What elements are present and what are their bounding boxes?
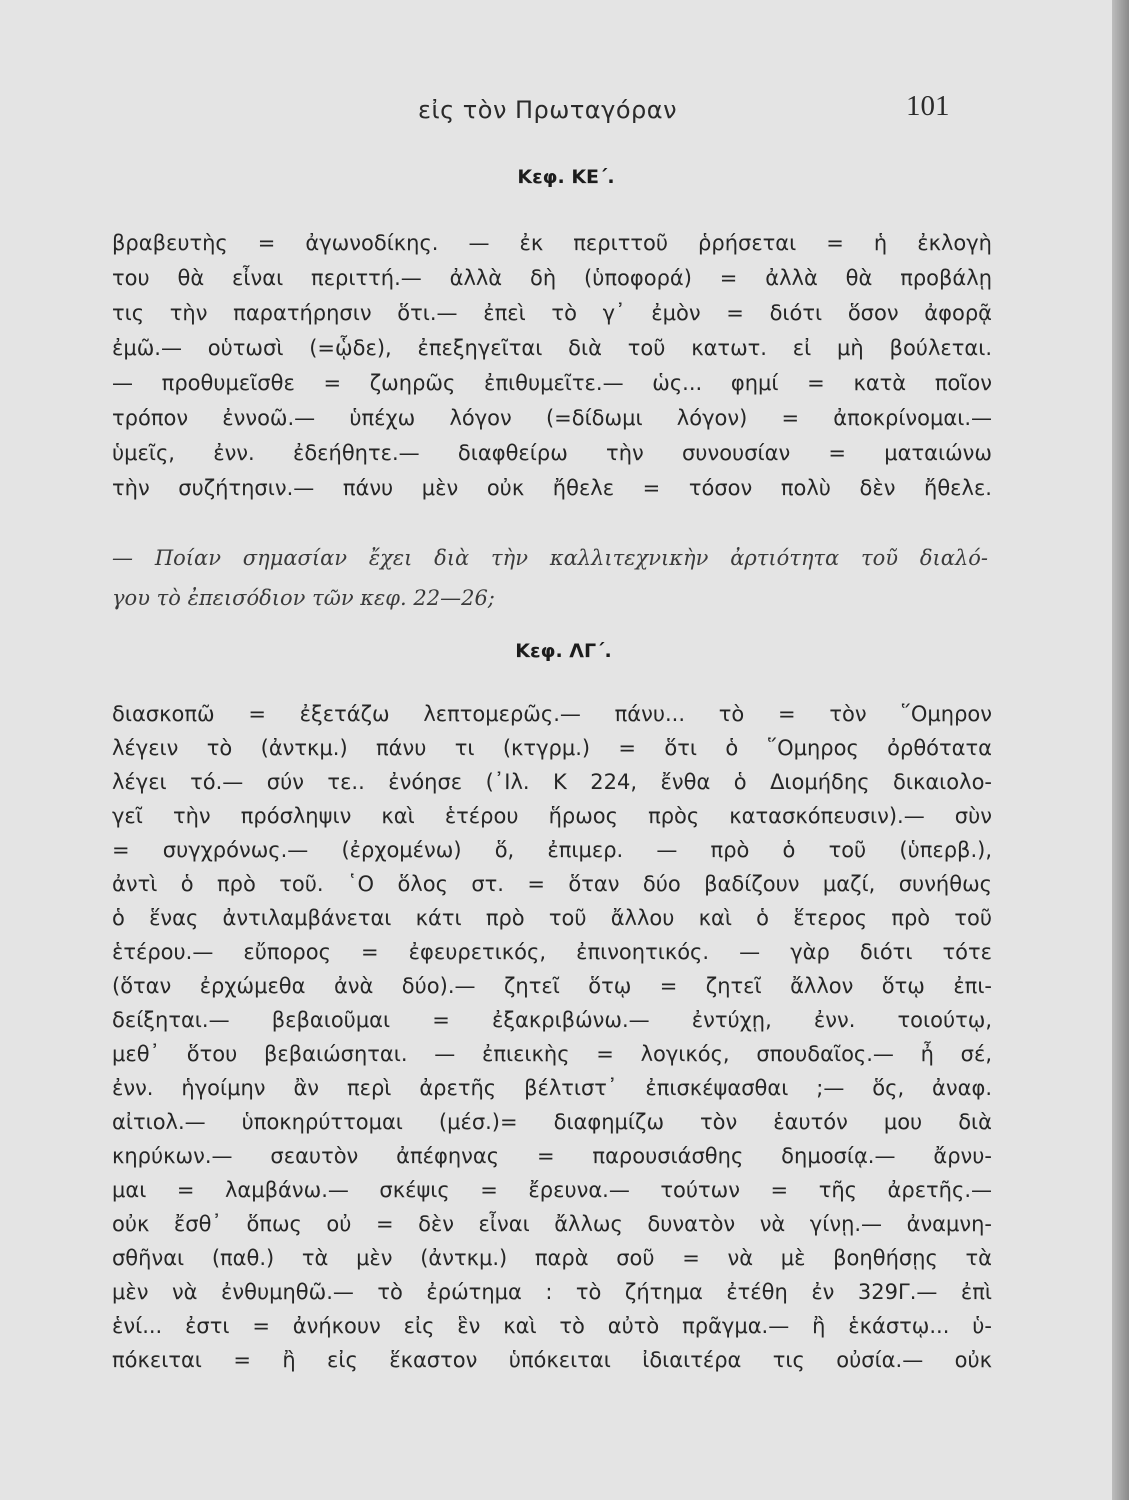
text-line: γεῖ τὴν πρόσληψιν καὶ ἑτέρου ἥρωος πρὸς κατασκόπευσιν).— σὺν <box>112 804 992 828</box>
text-line: οὐκ ἔσθ᾽ ὅπως οὐ = δὲν εἶναι ἄλλως δυνατὸν νὰ γίνῃ.— ἀναμνη- <box>112 1212 992 1236</box>
text-line: ἑτέρου.— εὔπορος = ἐφευρετικός, ἐπινοητικός. — γὰρ διότι τότε <box>112 940 992 964</box>
page-edge-shadow <box>1112 0 1129 1500</box>
study-question <box>112 538 988 618</box>
text-line: μεθ᾽ ὅτου βεβαιώσηται. — ἐπιεικὴς = λογικός, σπουδαῖος.— ἦ σέ, <box>112 1042 992 1066</box>
question-line: — Ποίαν σημασίαν ἔχει διὰ τὴν καλλιτεχνικὴν ἀρτιότητα τοῦ διαλό- <box>112 546 988 570</box>
text-line: δείξηται.— βεβαιοῦμαι = ἐξακριβώνω.— ἐντύχῃ, ἐνν. τοιούτῳ, <box>112 1008 992 1032</box>
text-line: λέγειν τὸ (ἀντκμ.) πάνυ τι (κτγρμ.) = ὅτι ὁ ῞Ομηρος ὀρθότατα <box>112 736 992 760</box>
page-number: 101 <box>906 90 950 122</box>
question-line: γου τὸ ἐπεισόδιον τῶν κεφ. 22—26; <box>112 586 495 610</box>
text-line: μαι = λαμβάνω.— σκέψις = ἔρευνα.— τούτων = τῆς ἀρετῆς.— <box>112 1178 992 1202</box>
text-line: — προθυμεῖσθε = ζωηρῶς ἐπιθυμεῖτε.— ὡς... φημί = κατὰ ποῖον <box>112 371 992 395</box>
text-line: τρόπον ἐννοῶ.— ὑπέχω λόγον (=δίδωμι λόγον) = ἀποκρίνομαι.— <box>112 406 992 430</box>
text-line: ἐνν. ἡγοίμην ἂν περὶ ἀρετῆς βέλτιστ᾽ ἐπισκέψασθαι ;— ὅς, ἀναφ. <box>112 1076 992 1100</box>
text-line: τις τὴν παρατήρησιν ὅτι.— ἐπεὶ τὸ γ᾽ ἐμὸν = διότι ὅσον ἀφορᾷ <box>112 301 992 325</box>
text-line: ὁ ἕνας ἀντιλαμβάνεται κάτι πρὸ τοῦ ἄλλου καὶ ὁ ἕτερος πρὸ τοῦ <box>112 906 992 930</box>
text-line: ἀντὶ ὁ πρὸ τοῦ. ῾Ο ὅλος στ. = ὅταν δύο βαδίζουν μαζί, συνήθως <box>112 872 992 896</box>
running-title: εἰς τὸν Πρωταγόραν <box>418 96 677 124</box>
text-line: αἰτιολ.— ὑποκηρύττομαι (μέσ.)= διαφημίζω τὸν ἑαυτόν μου διὰ <box>112 1110 992 1134</box>
commentary-lg <box>112 697 992 1377</box>
text-line: σθῆναι (παθ.) τὰ μὲν (ἀντκμ.) παρὰ σοῦ = νὰ μὲ βοηθήσῃς τὰ <box>112 1246 992 1270</box>
text-line: (ὅταν ἐρχώμεθα ἀνὰ δύο).— ζητεῖ ὅτῳ = ζητεῖ ἄλλον ὅτῳ ἐπι- <box>112 974 992 998</box>
text-line: = συγχρόνως.— (ἐρχομένω) ὅ, ἐπιμερ. — πρὸ ὁ τοῦ (ὑπερβ.), <box>112 838 992 862</box>
text-line: λέγει τό.— σύν τε.. ἐνόησε (᾽Ιλ. Κ 224, ἔνθα ὁ Διομήδης δικαιολο- <box>112 770 992 794</box>
commentary-ke <box>112 226 992 506</box>
text-line: του θὰ εἶναι περιττή.— ἀλλὰ δὴ (ὑποφορά) = ἀλλὰ θὰ προβάλῃ <box>112 266 992 290</box>
text-line: κηρύκων.— σεαυτὸν ἀπέφηνας = παρουσιάσθης δημοσίᾳ.— ἄρνυ- <box>112 1144 992 1168</box>
text-line: ὑμεῖς, ἐνν. ἐδεήθητε.— διαφθείρω τὴν συνουσίαν = ματαιώνω <box>112 441 992 465</box>
text-line: ἑνί... ἐστι = ἀνήκουν εἰς ἓν καὶ τὸ αὐτὸ πρᾶγμα.— ἢ ἑκάστῳ... ὑ- <box>112 1314 992 1338</box>
text-line: πόκειται = ἢ εἰς ἕκαστον ὑπόκειται ἰδιαιτέρα τις οὐσία.— οὐκ <box>112 1348 992 1372</box>
text-line: τὴν συζήτησιν.— πάνυ μὲν οὐκ ἤθελε = τόσον πολὺ δὲν ἤθελε. <box>112 476 992 500</box>
chapter-heading-ke: Κεφ. ΚΕ΄. <box>517 166 615 188</box>
chapter-heading-lg: Κεφ. ΛΓ΄. <box>515 640 612 662</box>
text-line: μὲν νὰ ἐνθυμηθῶ.— τὸ ἐρώτημα : τὸ ζήτημα ἐτέθη ἐν 329Γ.— ἐπὶ <box>112 1280 992 1304</box>
text-line: ἐμῶ.— οὑτωσὶ (=ᾧδε), ἐπεξηγεῖται διὰ τοῦ κατωτ. εἰ μὴ βούλεται. <box>112 336 992 360</box>
text-line: διασκοπῶ = ἐξετάζω λεπτομερῶς.— πάνυ... τὸ = τὸν ῞Ομηρον <box>112 702 992 726</box>
text-line: βραβευτὴς = ἀγωνοδίκης. — ἐκ περιττοῦ ῥρήσεται = ἡ ἐκλογὴ <box>112 231 992 255</box>
